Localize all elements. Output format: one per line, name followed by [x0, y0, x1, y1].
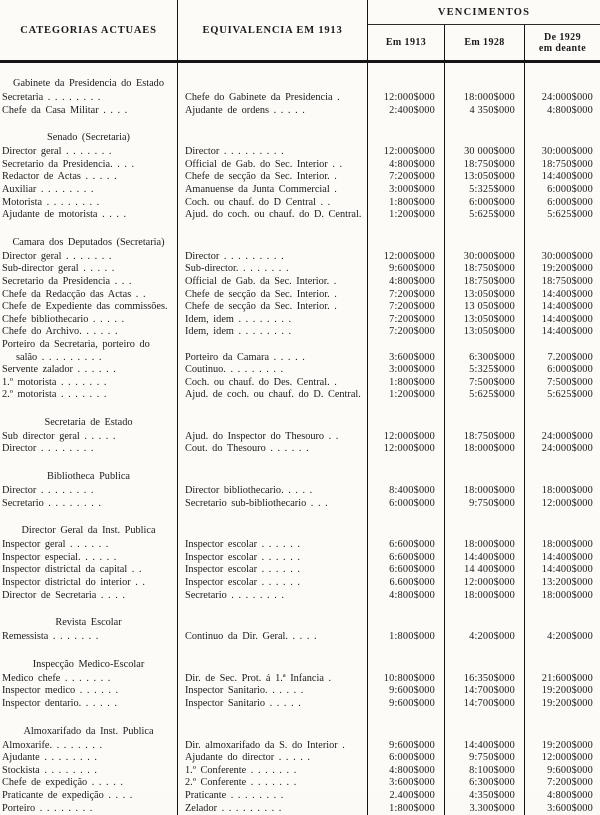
equivalence-cell: Official de Gab. da Sec. Interior. . [178, 276, 368, 289]
value-1913-cell: 1:800$000 [368, 803, 445, 815]
category-cell: Servente zalador . . . . . . [0, 364, 178, 377]
equivalence-cell: Dir. almoxarifado da S. do Interior . [178, 740, 368, 753]
table-header [0, 0, 600, 63]
value-1913-cell: 10:800$000 [368, 673, 445, 686]
table-row [0, 251, 600, 264]
section-row [0, 510, 600, 539]
value-1928-cell: 5:325$000 [445, 184, 525, 197]
value-1913-cell: 6:000$000 [368, 498, 445, 511]
equivalence-cell: Cout. do Thesouro . . . . . . [178, 443, 368, 456]
table-row [0, 777, 600, 790]
table-row [0, 146, 600, 159]
value-1929-cell: 6:000$000 [547, 364, 593, 376]
empty-cell [525, 602, 600, 631]
value-1928-cell: 12:000$000 [445, 577, 525, 590]
value-1929-cell: 30:000$000 [541, 250, 593, 262]
table-body [0, 63, 600, 815]
equivalence-cell: Chefe de secção da Sec. Interior. . [178, 301, 368, 314]
empty-cell [525, 644, 600, 673]
empty-cell [525, 510, 600, 539]
category-cell: Auxiliar . . . . . . . . [0, 184, 178, 197]
value-1913-cell: 9:600$000 [368, 740, 445, 753]
equivalence-cell: Chefe de secção da Sec. Interior. . [178, 171, 368, 184]
empty-cell [445, 456, 525, 485]
table-row [0, 673, 600, 686]
equivalence-cell: Inspector escolar . . . . . . [178, 577, 368, 590]
table-row [0, 159, 600, 172]
value-1928-cell: 13:050$000 [445, 314, 525, 327]
column-header-de-1929 [525, 25, 600, 60]
equivalence-cell: Ajud. do Inspector do Thesouro . . [178, 431, 368, 444]
equivalence-cell: Amanuense da Junta Commercial . [178, 184, 368, 197]
value-1913-cell: 9:600$000 [368, 263, 445, 276]
category-cell: Sub-director geral . . . . . [0, 263, 178, 276]
value-1929-cell: 14:400$000 [541, 313, 593, 325]
table-row [0, 752, 600, 765]
value-1928-cell: 18:000$000 [445, 485, 525, 498]
value-1913-cell: 7:200$000 [368, 326, 445, 339]
section-row [0, 402, 600, 431]
table-row [0, 92, 600, 105]
value-1928-cell: 13:050$000 [445, 171, 525, 184]
value-1928-cell: 30:000$000 [445, 251, 525, 264]
table-row [0, 339, 600, 364]
table-row [0, 740, 600, 753]
equivalence-cell: Director . . . . . . . . . [178, 146, 368, 159]
section-row [0, 644, 600, 673]
value-1928-cell: 5:625$000 [445, 389, 525, 402]
value-1929-cell: 14:400$000 [541, 326, 593, 338]
value-1913-cell: 6:600$000 [368, 564, 445, 577]
section-title: Senado (Secretaria) [0, 117, 178, 146]
de-1929-line1: De 1929 [544, 31, 581, 43]
equivalence-cell: Director . . . . . . . . . [178, 251, 368, 264]
value-1929-cell: 19:200$000 [541, 739, 593, 751]
value-1928-cell: 13:050$000 [445, 289, 525, 302]
column-header-em-1928 [445, 25, 525, 60]
value-1913-cell: 9:600$000 [368, 698, 445, 711]
category-cell: Inspector districtal do interior . . [0, 577, 178, 590]
value-1928-cell: 8:100$000 [445, 765, 525, 778]
value-1929-cell: 18:000$000 [541, 589, 593, 601]
empty-cell [445, 711, 525, 740]
equivalence-cell: Chefe do Gabinete da Presidencia . [178, 92, 368, 105]
value-1913-cell: 6.600$000 [368, 577, 445, 590]
table-row [0, 539, 600, 552]
equivalence-cell: Chefe de secção da Sec. Interior. . [178, 289, 368, 302]
table-row [0, 364, 600, 377]
category-cell: Secretario . . . . . . . . [0, 498, 178, 511]
value-1913-cell: 6:600$000 [368, 552, 445, 565]
value-1913-cell: 1:800$000 [368, 377, 445, 390]
value-1913-cell: 1:800$000 [368, 631, 445, 644]
column-header-em-1913 [368, 25, 445, 60]
value-1929-cell: 24:000$000 [541, 430, 593, 442]
category-cell: Director geral . . . . . . . [0, 251, 178, 264]
table-row [0, 577, 600, 590]
value-1913-cell: 9:600$000 [368, 685, 445, 698]
category-cell: Ajudante de motorista . . . . [0, 209, 178, 222]
category-cell: Inspector geral . . . . . . [0, 539, 178, 552]
value-1928-cell: 18:750$000 [445, 431, 525, 444]
value-1929-cell: 24:000$000 [541, 92, 593, 103]
value-1929-cell: 4:800$000 [547, 789, 593, 801]
value-1928-cell: 18:750$000 [445, 159, 525, 172]
column-header-vencimentos: VENCIMENTOS [368, 0, 600, 25]
value-1929-cell: 14:400$000 [541, 551, 593, 563]
value-1913-cell: 3:600$000 [368, 339, 445, 364]
value-1929-cell: 3:600$000 [547, 802, 593, 814]
vencimentos-header-group [368, 0, 600, 60]
table-row [0, 377, 600, 390]
empty-cell [178, 117, 368, 146]
section-title: Gabinete da Presidencia do Estado [0, 63, 178, 92]
value-1913-cell: 1:200$000 [368, 389, 445, 402]
value-1928-cell: 5:325$000 [445, 364, 525, 377]
em-1913-label: Em 1913 [385, 37, 427, 48]
value-1929-cell: 6:000$000 [547, 183, 593, 195]
table-row [0, 685, 600, 698]
value-1928-cell: 18:000$000 [445, 590, 525, 603]
value-1913-cell: 1:800$000 [368, 197, 445, 210]
section-title: Inspecção Medico-Escolar [0, 644, 178, 673]
value-1913-cell: 7:200$000 [368, 301, 445, 314]
column-header-equivalencia: EQUIVALENCIA EM 1913 [178, 0, 368, 60]
value-1913-cell: 7:200$000 [368, 171, 445, 184]
value-1913-cell: 7:200$000 [368, 289, 445, 302]
value-1928-cell: 14:400$000 [445, 740, 525, 753]
section-title: Camara dos Deputados (Secretaria) [0, 222, 178, 251]
table-row [0, 184, 600, 197]
category-cell: Chefe de Expediente das commissões. [0, 301, 178, 314]
value-1928-cell: 4 350$000 [445, 105, 525, 118]
value-1928-cell: 16:350$000 [445, 673, 525, 686]
empty-cell [445, 510, 525, 539]
equivalence-cell: Secretario . . . . . . . . [178, 590, 368, 603]
table-row [0, 289, 600, 302]
table-row [0, 498, 600, 511]
category-cell: Praticante de expedição . . . . [0, 790, 178, 803]
category-cell: Inspector especial. . . . . . [0, 552, 178, 565]
value-1929-cell: 13:200$000 [541, 577, 593, 589]
category-cell: Porteiro . . . . . . . . [0, 803, 178, 815]
category-cell: Secretario da Presidencia. . . . [0, 159, 178, 172]
value-1913-cell: 12:000$000 [368, 443, 445, 456]
value-1929-cell: 18:000$000 [541, 485, 593, 497]
value-1913-cell: 3:000$000 [368, 364, 445, 377]
empty-cell [368, 711, 445, 740]
em-1928-label: Em 1928 [464, 37, 505, 48]
category-cell: Director geral . . . . . . . [0, 146, 178, 159]
section-title: Revista Escolar [0, 602, 178, 631]
category-cell: Director . . . . . . . . [0, 485, 178, 498]
value-1913-cell: 12:000$000 [368, 92, 445, 105]
value-1928-cell: 13 050$000 [445, 301, 525, 314]
empty-cell [445, 222, 525, 251]
category-line-1: Porteiro da Secretaria, porteiro do [2, 338, 150, 350]
empty-cell [368, 456, 445, 485]
empty-cell [525, 117, 600, 146]
equivalence-cell: Praticante . . . . . . . . [178, 790, 368, 803]
value-1928-cell: 14:400$000 [445, 552, 525, 565]
value-1913-cell: 4:800$000 [368, 276, 445, 289]
empty-cell [178, 222, 368, 251]
section-row [0, 117, 600, 146]
equivalence-cell: Coutinuo. . . . . . . . . [178, 364, 368, 377]
empty-cell [525, 63, 600, 92]
equivalence-cell: Idem, idem . . . . . . . . [178, 314, 368, 327]
value-1928-cell: 9:750$000 [445, 752, 525, 765]
empty-cell [368, 510, 445, 539]
section-title: Bibliotheca Publica [0, 456, 178, 485]
equivalence-cell: Dir. de Sec. Prot. á 1.ª Infancia . [178, 673, 368, 686]
equivalence-cell: Sub-director. . . . . . . . [178, 263, 368, 276]
value-1928-cell: 6:300$000 [445, 777, 525, 790]
value-1929-cell: 9:600$000 [547, 764, 593, 776]
value-1929-cell: 14:400$000 [541, 301, 593, 313]
category-cell: Motorista . . . . . . . . [0, 197, 178, 210]
category-cell: Secretario da Presidencia . . . [0, 276, 178, 289]
equivalence-cell: Coch. ou chauf. do D Central . . [178, 197, 368, 210]
category-cell: Sub director geral . . . . . [0, 431, 178, 444]
equivalence-cell: Ajud. do coch. ou chauf. do D. Central. [178, 209, 368, 222]
value-1913-cell: 4:800$000 [368, 590, 445, 603]
table-row [0, 803, 600, 815]
table-row [0, 790, 600, 803]
value-1928-cell: 7:500$000 [445, 377, 525, 390]
equivalence-cell: Idem, idem . . . . . . . . [178, 326, 368, 339]
empty-cell [368, 222, 445, 251]
equivalence-cell: Director bibliothecario. . . . . [178, 485, 368, 498]
category-cell: Inspector districtal da capital . . [0, 564, 178, 577]
value-1929-cell: 5:625$000 [547, 209, 593, 221]
category-two-lines [2, 339, 177, 364]
value-1913-cell: 4:800$000 [368, 159, 445, 172]
equivalence-cell: Inspector Sanitario. . . . . . [178, 685, 368, 698]
equivalence-cell: Continuo da Dir. Geral. . . . . [178, 631, 368, 644]
category-cell: Ajudante . . . . . . . . [0, 752, 178, 765]
vencimentos-subheaders [368, 25, 600, 60]
table-row [0, 301, 600, 314]
value-1929-cell: 7.200$000 [547, 351, 593, 363]
value-1929-cell: 18:750$000 [541, 158, 593, 170]
value-1929-cell: 6:000$000 [547, 196, 593, 208]
value-1929-cell: 19:200$000 [541, 698, 593, 709]
value-1928-cell: 30 000$000 [445, 146, 525, 159]
equivalence-cell: Inspector escolar . . . . . . [178, 564, 368, 577]
table-row [0, 389, 600, 402]
equivalence-cell: Coch. ou chauf. do Des. Central. . [178, 377, 368, 390]
section-title: Secretaria de Estado [0, 402, 178, 431]
category-cell [0, 339, 178, 364]
empty-cell [445, 602, 525, 631]
empty-cell [178, 602, 368, 631]
table-row [0, 590, 600, 603]
table-row [0, 564, 600, 577]
empty-cell [178, 456, 368, 485]
value-1913-cell: 7:200$000 [368, 314, 445, 327]
value-1928-cell: 14:700$000 [445, 685, 525, 698]
table-row [0, 326, 600, 339]
equivalence-cell: Ajudante do director . . . . . [178, 752, 368, 765]
value-1928-cell: 18:750$000 [445, 263, 525, 276]
empty-cell [178, 510, 368, 539]
category-cell: Inspector dentario. . . . . . [0, 698, 178, 711]
empty-cell [525, 711, 600, 740]
value-1929-cell: 14:400$000 [541, 171, 593, 183]
category-cell: Medico chefe . . . . . . . [0, 673, 178, 686]
category-cell: Chefe da Redacção das Actas . . [0, 289, 178, 302]
value-1928-cell: 18:000$000 [445, 539, 525, 552]
value-1928-cell: 14:700$000 [445, 698, 525, 711]
value-1929-cell: 7:200$000 [547, 777, 593, 789]
value-1929-cell: 24:000$000 [541, 443, 593, 455]
value-1928-cell: 9:750$000 [445, 498, 525, 511]
category-cell: 2.º motorista . . . . . . . [0, 389, 178, 402]
empty-cell [445, 402, 525, 431]
category-cell: Almoxarife. . . . . . . . [0, 740, 178, 753]
value-1929-cell: 30:000$000 [541, 146, 593, 158]
value-1928-cell: 3.300$000 [445, 803, 525, 815]
empty-cell [178, 402, 368, 431]
de-1929-line2: em deante [538, 42, 587, 54]
section-row [0, 222, 600, 251]
empty-cell [445, 117, 525, 146]
empty-cell [368, 644, 445, 673]
value-1913-cell: 12:000$000 [368, 146, 445, 159]
section-title: Director Geral da Inst. Publica [0, 510, 178, 539]
empty-cell [525, 456, 600, 485]
value-1913-cell: 6:000$000 [368, 752, 445, 765]
equivalence-cell: Inspector escolar . . . . . . [178, 552, 368, 565]
value-1929-cell: 19:200$000 [541, 685, 593, 697]
empty-cell [178, 711, 368, 740]
table-row [0, 443, 600, 456]
empty-cell [525, 402, 600, 431]
equivalence-cell: 2.º Conferente . . . . . . . [178, 777, 368, 790]
section-row [0, 711, 600, 740]
value-1929-cell: 18:000$000 [541, 539, 593, 551]
section-row [0, 456, 600, 485]
value-1913-cell: 8:400$000 [368, 485, 445, 498]
table-row [0, 263, 600, 276]
value-1929-cell: 18:750$000 [541, 275, 593, 287]
empty-cell [525, 222, 600, 251]
empty-cell [368, 402, 445, 431]
category-cell: Chefe da Casa Militar . . . . [0, 105, 178, 118]
table-row [0, 552, 600, 565]
value-1929-cell: 5:625$000 [547, 389, 593, 401]
value-1913-cell: 12:000$000 [368, 251, 445, 264]
category-cell: Stockista . . . . . . . . [0, 765, 178, 778]
empty-cell [368, 117, 445, 146]
category-cell: Chefe bibliothecario . . . . . [0, 314, 178, 327]
value-1913-cell: 4:800$000 [368, 765, 445, 778]
table-row [0, 171, 600, 184]
category-cell: Chefe de expedição . . . . . [0, 777, 178, 790]
value-1928-cell: 13:050$000 [445, 326, 525, 339]
value-1929-cell: 12:000$000 [541, 497, 593, 509]
empty-cell [178, 644, 368, 673]
value-1913-cell: 2:400$000 [368, 105, 445, 118]
value-1913-cell: 2.400$000 [368, 790, 445, 803]
value-1913-cell: 3:600$000 [368, 777, 445, 790]
category-cell: Chefe do Archivo. . . . . . [0, 326, 178, 339]
category-line-2: salão . . . . . . . . . [16, 351, 102, 363]
category-cell: Secretaria . . . . . . . . [0, 92, 178, 105]
value-1929-cell: 4:200$000 [547, 631, 593, 643]
equivalence-cell: Ajud. de coch. ou chauf. do D. Central. [178, 389, 368, 402]
value-1928-cell: 14 400$000 [445, 564, 525, 577]
value-1928-cell: 18:000$000 [445, 443, 525, 456]
table-row [0, 105, 600, 118]
table-row [0, 765, 600, 778]
value-1929-cell: 14:400$000 [541, 564, 593, 576]
value-1928-cell: 6:000$000 [445, 197, 525, 210]
category-cell: 1.º motorista . . . . . . . [0, 377, 178, 390]
value-1929-cell: 14:400$000 [541, 288, 593, 300]
table-row [0, 276, 600, 289]
value-1913-cell: 1:200$000 [368, 209, 445, 222]
section-title: Almoxarifado da Inst. Publica [0, 711, 178, 740]
equivalence-cell: Inspector escolar . . . . . . [178, 539, 368, 552]
table-row [0, 485, 600, 498]
table-row [0, 431, 600, 444]
empty-cell [445, 644, 525, 673]
value-1929-cell: 7:500$000 [547, 376, 593, 388]
section-row [0, 602, 600, 631]
value-1928-cell: 5:625$000 [445, 209, 525, 222]
value-1928-cell: 6:300$000 [445, 339, 525, 364]
empty-cell [368, 602, 445, 631]
table-row [0, 631, 600, 644]
category-cell: Director . . . . . . . . [0, 443, 178, 456]
value-1928-cell: 18:000$000 [445, 92, 525, 105]
column-header-categorias: CATEGORIAS ACTUAES [0, 0, 178, 60]
equivalence-cell: Inspector Sanitario . . . . . [178, 698, 368, 711]
value-1929-cell: 21:600$000 [541, 672, 593, 684]
equivalence-cell: 1.º Conferente . . . . . . . [178, 765, 368, 778]
value-1929-cell: 4:800$000 [547, 104, 593, 116]
category-cell: Director de Secretaria . . . . [0, 590, 178, 603]
value-1929-cell: 12:000$000 [541, 752, 593, 764]
table-row [0, 197, 600, 210]
value-1929-cell: 19:200$000 [541, 263, 593, 275]
value-1928-cell: 4:200$000 [445, 631, 525, 644]
equivalence-cell: Official de Gab. do Sec. Interior . . [178, 159, 368, 172]
value-1928-cell: 18:750$000 [445, 276, 525, 289]
value-1928-cell: 4:350$000 [445, 790, 525, 803]
empty-cell [178, 63, 368, 92]
equivalence-cell: Porteiro da Camara . . . . . [178, 339, 368, 364]
table-row [0, 314, 600, 327]
section-row [0, 63, 600, 92]
table-row [0, 698, 600, 711]
equivalence-cell: Zelador . . . . . . . . . [178, 803, 368, 815]
equivalence-cell: Ajudante de ordens . . . . . [178, 105, 368, 118]
value-1913-cell: 3:000$000 [368, 184, 445, 197]
empty-cell [445, 63, 525, 92]
table-row [0, 209, 600, 222]
category-cell: Inspector medico . . . . . . [0, 685, 178, 698]
category-cell: Remessista . . . . . . . [0, 631, 178, 644]
equivalence-cell: Secretario sub-bibliothecario . . . [178, 498, 368, 511]
value-1913-cell: 6:600$000 [368, 539, 445, 552]
empty-cell [368, 63, 445, 92]
category-cell: Redactor de Actas . . . . . [0, 171, 178, 184]
value-1913-cell: 12:000$000 [368, 431, 445, 444]
